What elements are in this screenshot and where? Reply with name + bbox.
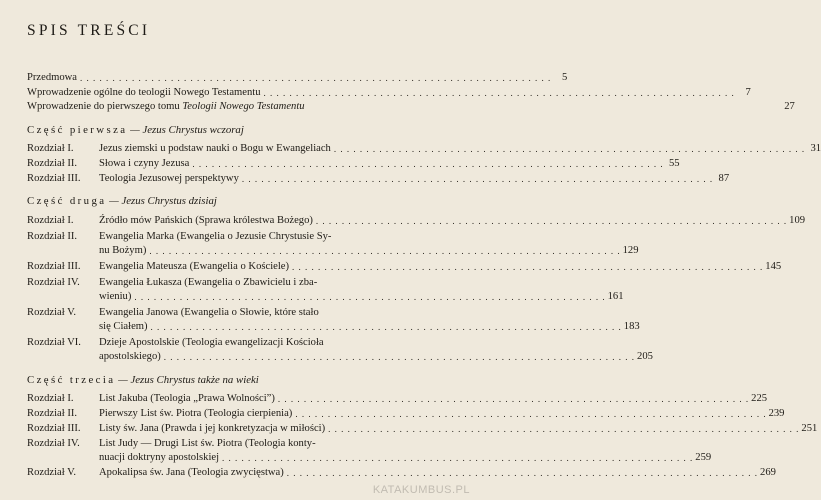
entry-text: List Judy — Drugi List św. Piotra (Teologia konty- [99,438,316,449]
entry-text: Słowa i czyny Jezusa [99,158,190,169]
entry-text-cont: wieniu) [99,291,132,302]
entry-text-cont: apostolskiego) [99,351,161,362]
dot-leader [164,350,634,364]
chapter-label: Rozdział II. [27,408,78,419]
dot-leader [287,466,757,480]
entry-text: Źródło mów Pańskich (Sprawa królestwa Bożego) [99,215,313,226]
dot-leader [278,392,748,406]
entry-text: Dzieje Apostolskie (Teologia ewangelizacji Kościoła [99,337,324,348]
entry-text: Wprowadzenie ogólne do teologii Nowego Testamentu [27,87,261,98]
dot-leader [242,172,712,186]
toc-entry-p3-ch4-cont[interactable] [99,451,712,465]
chapter-label: Rozdział IV. [27,438,80,449]
dot-leader [80,71,550,85]
watermark: KATAKUMBUS.PL [372,484,470,496]
part-label: Część trzecia [27,374,116,386]
part-label: Część druga [27,195,107,207]
toc-entry-preface[interactable] [27,71,568,85]
dot-leader [264,86,734,100]
toc-entry-p2-ch4[interactable] [27,276,457,290]
page-number: 145 [765,261,782,272]
entry-text: Listy św. Jana (Prawda i jej konkretyzacja w miłości) [99,423,326,434]
chapter-label: Rozdział III. [27,261,81,272]
dot-leader [292,260,762,274]
entry-text-italic: Teologii Nowego Testamentu [182,101,305,112]
entry-text [27,100,305,114]
toc-entry-p1-ch2[interactable] [27,157,680,171]
entry-text: Teologia Jezusowej perspektywy [99,173,239,184]
page-number: 31 [810,143,821,154]
entry-text: List Jakuba (Teologia „Prawa Wolności”) [99,393,275,404]
toc-entry-p3-ch4[interactable] [27,437,457,451]
toc-entry-p2-ch6[interactable] [27,336,457,350]
chapter-label: Rozdział II. [27,231,78,242]
part-heading-3 [27,374,259,386]
page-number: 161 [607,291,624,302]
toc-entry-p1-ch3[interactable] [27,172,730,186]
chapter-label: Rozdział V. [27,467,77,478]
dot-leader [328,422,798,436]
page-number: 225 [751,393,768,404]
chapter-label: Rozdział I. [27,393,74,404]
entry-text: Ewangelia Mateusza (Ewangelia o Kościele) [99,261,290,272]
entry-text-cont: nuacji doktryny apostolskiej [99,452,220,463]
toc-entry-p2-ch6-cont[interactable] [99,350,653,364]
part-subtitle: — Jezus Chrystus dzisiaj [109,195,217,207]
entry-text: Pierwszy List św. Piotra (Teologia cierpienia) [99,408,293,419]
entry-text: Ewangelia Łukasza (Ewangelia o Zbawicielu i zba- [99,277,318,288]
page-title: SPIS TREŚCI [27,22,151,39]
toc-entry-p2-ch1[interactable] [27,214,806,228]
chapter-label: Rozdział VI. [27,337,81,348]
entry-text-cont: się Ciałem) [99,321,148,332]
entry-text: Jezus ziemski u podstaw nauki o Bogu w Ewangeliach [99,143,331,154]
toc-entry-p2-ch5[interactable] [27,306,457,320]
page-number: 129 [622,245,639,256]
dot-leader [134,290,604,304]
dot-leader [316,214,786,228]
chapter-label: Rozdział I. [27,215,74,226]
entry-text: Ewangelia Marka (Ewangelia o Jezusie Chrystusie Sy- [99,231,332,242]
page-number: 183 [623,321,640,332]
toc-entry-p1-ch1[interactable] [27,142,821,156]
dot-leader [334,142,804,156]
toc-entry-general-intro[interactable] [27,86,751,100]
chapter-label: Rozdział I. [27,143,74,154]
part-heading-2 [27,195,217,207]
chapter-label: Rozdział IV. [27,277,80,288]
entry-text: Ewangelia Janowa (Ewangelia o Słowie, które stało [99,307,319,318]
toc-entry-p2-ch4-cont[interactable] [99,290,624,304]
part-label: Część pierwsza [27,124,128,136]
page-number: 251 [801,423,818,434]
page-number: 87 [718,173,730,184]
toc-entry-volume-intro[interactable] [27,100,795,114]
dot-leader [192,157,662,171]
page-number: 109 [789,215,806,226]
entry-text: Przedmowa [27,72,78,83]
entry-text-plain: Wprowadzenie do pierwszego tomu [27,101,183,112]
page-number: 269 [760,467,776,478]
dot-leader [149,244,619,258]
toc-entry-p2-ch3[interactable] [27,260,782,274]
toc-entry-p2-ch2[interactable] [27,230,457,244]
toc-entry-p3-ch3[interactable] [27,422,818,436]
page-number: 239 [768,408,785,419]
toc-entry-p3-ch2[interactable] [27,407,785,421]
dot-leader [222,451,692,465]
chapter-label: Rozdział III. [27,423,81,434]
entry-text: Apokalipsa św. Jana (Teologia zwycięstwa) [99,467,284,478]
page-number: 205 [637,351,653,362]
toc-entry-p2-ch2-cont[interactable] [99,244,639,258]
toc-entry-p2-ch5-cont[interactable] [99,320,640,334]
page-number: 259 [695,452,712,463]
toc-entry-p3-ch5[interactable] [27,466,776,480]
page-number: 27 [784,101,795,112]
page-number: 55 [668,158,680,169]
part-subtitle: — Jezus Chrystus także na wieki [118,374,259,386]
dot-leader [151,320,621,334]
toc-entry-p3-ch1[interactable] [27,392,768,406]
chapter-label: Rozdział III. [27,173,81,184]
page-number: 7 [745,87,751,98]
part-subtitle: — Jezus Chrystus wczoraj [130,124,244,136]
entry-text-cont: nu Bożym) [99,245,147,256]
chapter-label: Rozdział II. [27,158,78,169]
part-heading-1 [27,124,244,136]
dot-leader [295,407,765,421]
page-number: 5 [561,72,568,83]
chapter-label: Rozdział V. [27,307,77,318]
